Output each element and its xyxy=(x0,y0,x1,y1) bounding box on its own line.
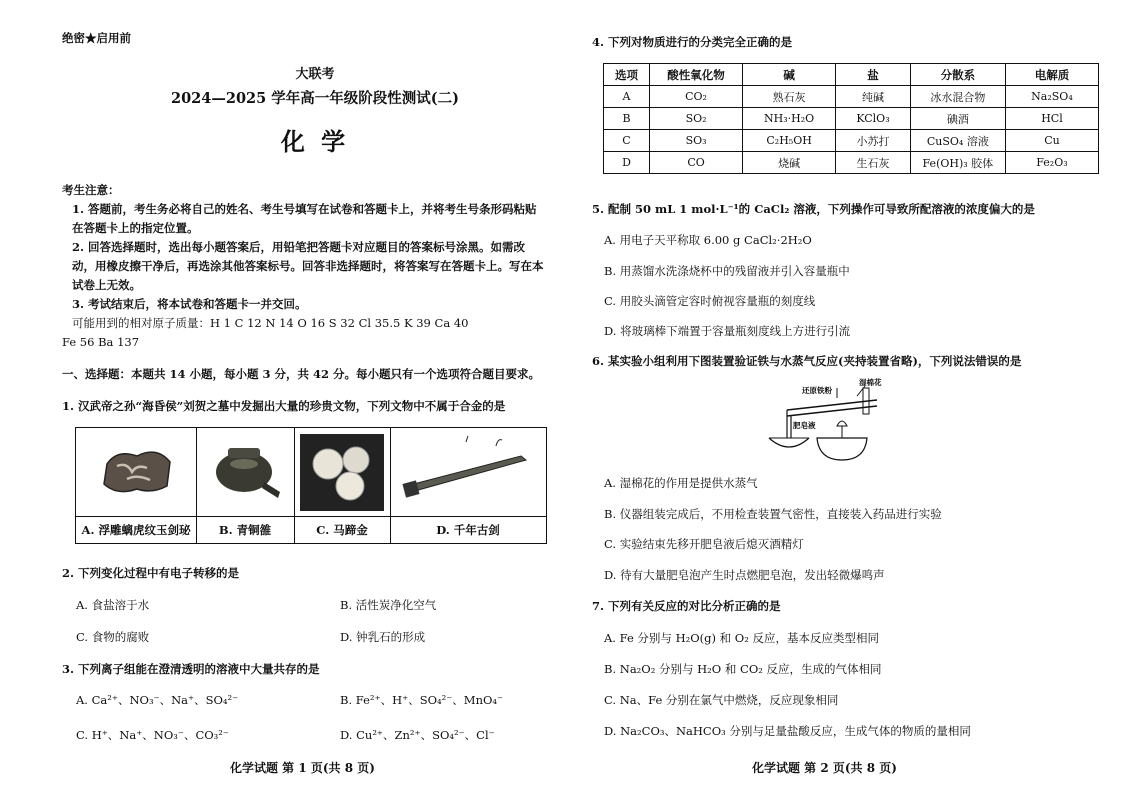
column-header: 盐 xyxy=(836,64,911,86)
table-cell: 生石灰 xyxy=(836,152,911,174)
table-cell: 小苏打 xyxy=(836,130,911,152)
artifact-d xyxy=(390,428,546,543)
bronze-vessel-image xyxy=(202,434,288,511)
table-header-row xyxy=(604,64,1099,86)
subject-title: 化 学 xyxy=(280,127,350,156)
ancient-sword-image xyxy=(396,434,540,511)
section-1-heading: 一、选择题：本题共 14 小题，每小题 3 分，共 42 分。每小题只有一个选项符合题目要求。 xyxy=(62,367,541,381)
table-cell: CO xyxy=(650,152,743,174)
notes-title: 考生注意： xyxy=(62,183,120,197)
table-cell: Fe(OH)₃ 胶体 xyxy=(910,152,1005,174)
table-cell: 烧碱 xyxy=(743,152,836,174)
note-item: 2. 回答选择题时，选出每小题答案后，用铅笔把答题卡对应题目的答案标号涂黑。如需改动，用橡皮擦干净后，再选涂其他答案标号。回答非选择题时，将答案写在答题卡上。写在本试卷上无效。 xyxy=(72,240,544,292)
column-header: 选项 xyxy=(604,64,650,86)
page-2 xyxy=(562,0,1123,794)
table-cell: HCl xyxy=(1005,108,1098,130)
q3-option-d: D. Cu²⁺、Zn²⁺、SO₄²⁻、Cl⁻ xyxy=(340,728,495,742)
q2-option-d: D. 钟乳石的形成 xyxy=(340,630,426,644)
q6-option-a: A. 湿棉花的作用是提供水蒸气 xyxy=(604,476,758,490)
table-cell: 碘酒 xyxy=(910,108,1005,130)
table-row xyxy=(604,86,1099,108)
table-cell: CuSO₄ 溶液 xyxy=(910,130,1005,152)
note-item: 3. 考试结束后，将本试卷和答题卡一并交回。 xyxy=(72,297,307,311)
note-item: 1. 答题前，考生务必将自己的姓名、考生号填写在试卷和答题卡上，并将考生号条形码粘贴在答题卡上的指定位置。 xyxy=(72,202,537,235)
secret-mark: 绝密★启用前 xyxy=(62,31,131,45)
q5-stem: 5. 配制 50 mL 1 mol·L⁻¹的 CaCl₂ 溶液，下列操作可导致所配溶液的浓度偏大的是 xyxy=(592,202,1035,216)
q5-option-a: A. 用电子天平称取 6.00 g CaCl₂·2H₂O xyxy=(604,233,812,247)
artifact-a xyxy=(76,428,197,543)
artifact-b xyxy=(196,428,295,543)
column-header: 分散系 xyxy=(910,64,1005,86)
q6-apparatus-diagram xyxy=(767,378,897,463)
table-cell: Cu xyxy=(1005,130,1098,152)
q3-option-c: C. H⁺、Na⁺、NO₃⁻、CO₃²⁻ xyxy=(76,728,229,742)
table-cell: 纯碱 xyxy=(836,86,911,108)
page-2-footer: 化学试题 第 2 页(共 8 页) xyxy=(752,761,897,775)
table-cell: SO₃ xyxy=(650,130,743,152)
q3-option-a: A. Ca²⁺、NO₃⁻、Na⁺、SO₄²⁻ xyxy=(76,693,239,707)
table-cell: C₂H₅OH xyxy=(743,130,836,152)
q3-stem: 3. 下列离子组能在澄清透明的溶液中大量共存的是 xyxy=(62,662,320,676)
column-header: 碱 xyxy=(743,64,836,86)
q2-option-b: B. 活性炭净化空气 xyxy=(340,598,437,612)
artifact-c xyxy=(294,428,391,543)
column-header: 电解质 xyxy=(1005,64,1098,86)
horseshoe-gold-image xyxy=(300,434,384,511)
option-label: D. 千年古剑 xyxy=(390,516,546,543)
atomic-masses-cont: Fe 56 Ba 137 xyxy=(62,335,140,349)
table-cell: 冰水混合物 xyxy=(910,86,1005,108)
q3-option-b: B. Fe²⁺、H⁺、SO₄²⁻、MnO₄⁻ xyxy=(340,693,504,707)
q6-option-c: C. 实验结束先移开肥皂液后熄灭酒精灯 xyxy=(604,537,804,551)
page-1-footer: 化学试题 第 1 页(共 8 页) xyxy=(230,761,375,775)
q7-option-a: A. Fe 分别与 H₂O(g) 和 O₂ 反应，基本反应类型相同 xyxy=(604,631,879,645)
atomic-masses: 可能用到的相对原子质量：H 1 C 12 N 14 O 16 S 32 Cl 35.5 K 39 Ca 40 xyxy=(72,316,469,330)
q1-artifact-table xyxy=(75,427,547,544)
table-cell: KClO₃ xyxy=(836,108,911,130)
diagram-label-iron-powder: 还原铁粉 xyxy=(802,386,832,395)
q6-stem: 6. 某实验小组利用下图装置验证铁与水蒸气反应(夹持装置省略)，下列说法错误的是 xyxy=(592,354,1022,368)
table-cell: B xyxy=(604,108,650,130)
table-cell: 熟石灰 xyxy=(743,86,836,108)
option-label: B. 青铜雒 xyxy=(196,516,294,543)
q6-option-d: D. 待有大量肥皂泡产生时点燃肥皂泡，发出轻微爆鸣声 xyxy=(604,568,885,582)
table-cell: NH₃·H₂O xyxy=(743,108,836,130)
table-cell: Na₂SO₄ xyxy=(1005,86,1098,108)
q7-stem: 7. 下列有关反应的对比分析正确的是 xyxy=(592,599,781,613)
q5-option-c: C. 用胶头滴管定容时俯视容量瓶的刻度线 xyxy=(604,294,816,308)
diagram-label-wet-cotton: 湿棉花 xyxy=(859,378,882,387)
q5-option-d: D. 将玻璃棒下端置于容量瓶刻度线上方进行引流 xyxy=(604,324,851,338)
table-row xyxy=(604,108,1099,130)
org-name: 大联考 xyxy=(295,67,335,82)
table-row xyxy=(604,152,1099,174)
column-header: 酸性氧化物 xyxy=(650,64,743,86)
q7-option-c: C. Na、Fe 分别在氯气中燃烧，反应现象相同 xyxy=(604,693,839,707)
table-cell: A xyxy=(604,86,650,108)
q2-option-c: C. 食物的腐败 xyxy=(76,630,150,644)
q5-option-b: B. 用蒸馏水洗涤烧杯中的残留液并引入容量瓶中 xyxy=(604,264,850,278)
table-row xyxy=(604,130,1099,152)
option-label: C. 马蹄金 xyxy=(294,516,390,543)
table-cell: D xyxy=(604,152,650,174)
q2-option-a: A. 食盐溶于水 xyxy=(76,598,150,612)
page-1 xyxy=(0,0,560,794)
table-cell: Fe₂O₃ xyxy=(1005,152,1098,174)
q6-option-b: B. 仪器组装完成后，不用检查装置气密性，直接装入药品进行实验 xyxy=(604,507,942,521)
jade-sword-ornament-image xyxy=(82,434,190,511)
table-cell: SO₂ xyxy=(650,108,743,130)
q1-stem: 1. 汉武帝之孙“海昏侯”刘贺之墓中发掘出大量的珍贵文物，下列文物中不属于合金的是 xyxy=(62,399,506,413)
exam-title: 2024—2025 学年高一年级阶段性测试(二) xyxy=(171,90,459,107)
diagram-label-soap-solution: 肥皂液 xyxy=(793,421,816,430)
q4-stem: 4. 下列对物质进行的分类完全正确的是 xyxy=(592,35,793,49)
table-cell: CO₂ xyxy=(650,86,743,108)
table-cell: C xyxy=(604,130,650,152)
q4-classification-table xyxy=(603,63,1099,174)
q2-stem: 2. 下列变化过程中有电子转移的是 xyxy=(62,566,240,580)
notes-block xyxy=(62,181,547,352)
option-label: A. 浮雕螭虎纹玉剑珌 xyxy=(76,516,196,543)
q7-option-b: B. Na₂O₂ 分别与 H₂O 和 CO₂ 反应，生成的气体相同 xyxy=(604,662,882,676)
q7-option-d: D. Na₂CO₃、NaHCO₃ 分别与足量盐酸反应，生成气体的物质的量相同 xyxy=(604,724,971,738)
